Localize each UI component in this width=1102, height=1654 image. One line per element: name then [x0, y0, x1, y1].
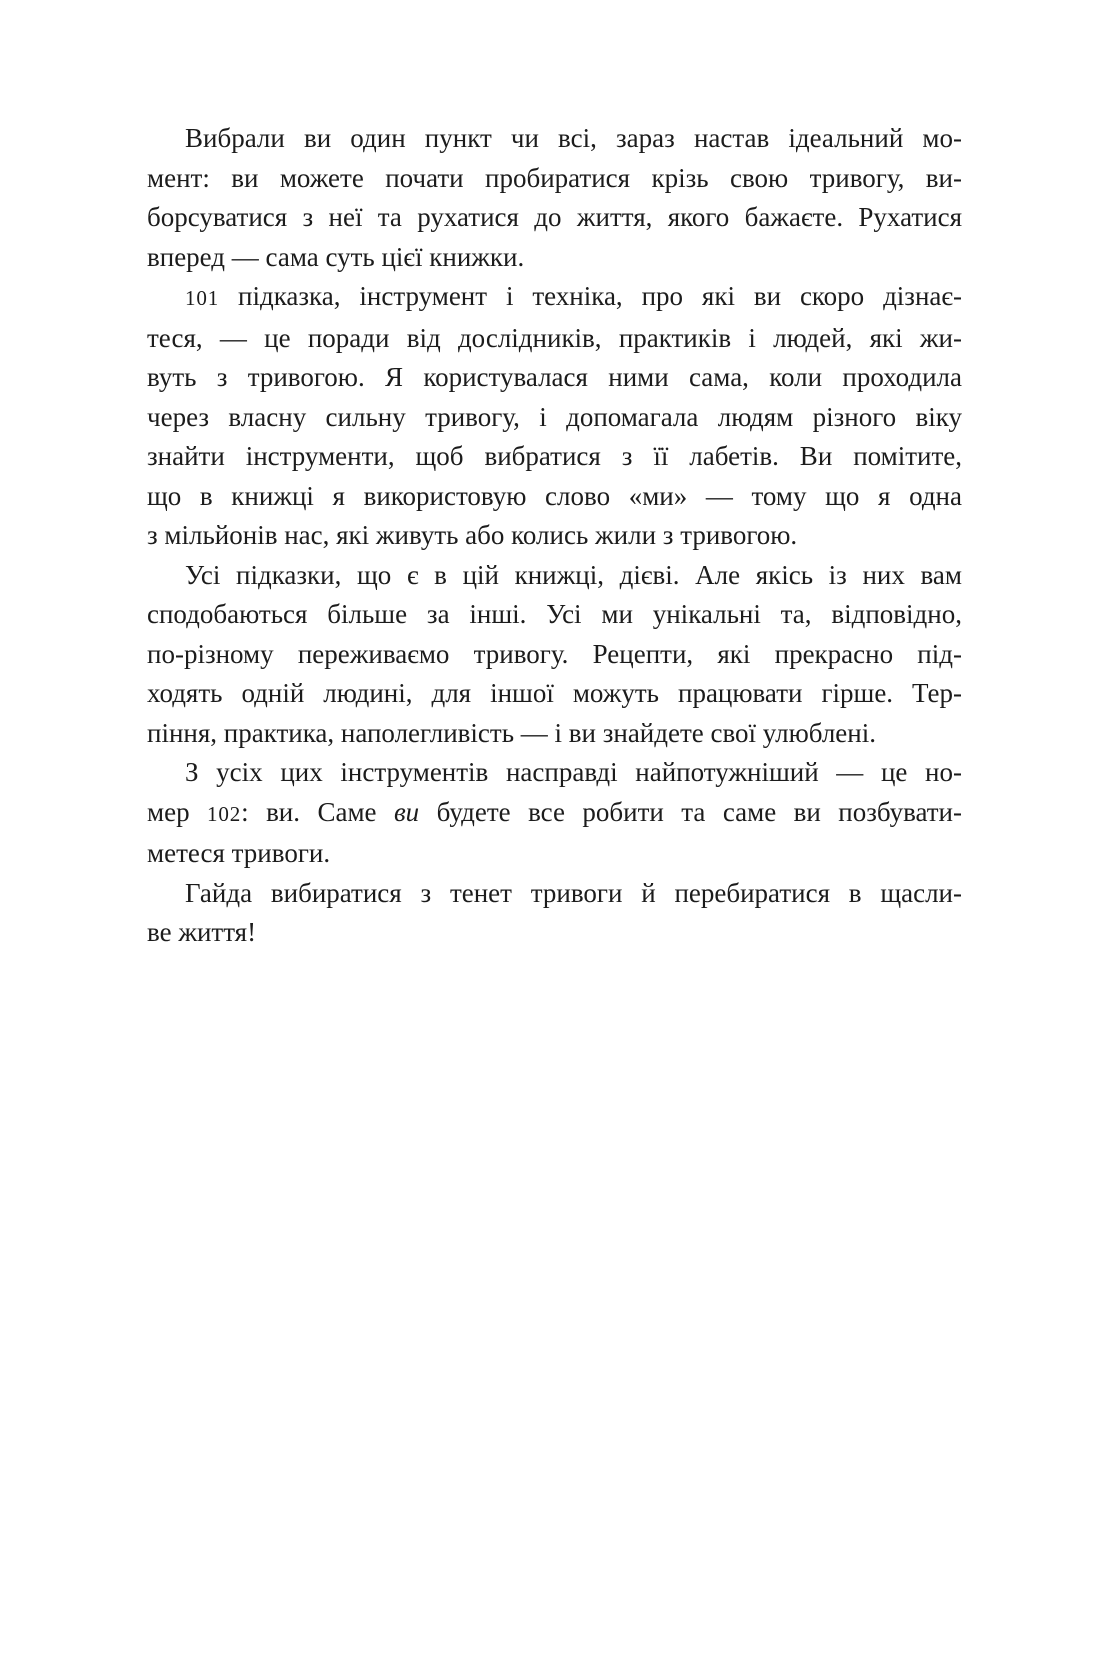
page-text: [147, 119, 962, 953]
text-line: ве життя!: [147, 917, 257, 947]
text-line: по-різному переживаємо тривогу. Рецепти, які прекрасно під-: [147, 638, 962, 669]
text-line: [147, 277, 962, 319]
text-line: сподобаються більше за інші. Усі ми унікальні та, відповідно,: [147, 599, 962, 629]
paragraph: [147, 119, 962, 277]
paragraph: [147, 277, 962, 556]
text-line: З усіх цих інструментів насправді найпотужніший — це но-: [185, 757, 962, 787]
oldstyle-number: 101: [185, 286, 220, 310]
text-line: знайти інструменти, щоб вибратися з її лабетів. Ви помітите,: [147, 441, 962, 471]
text-line: метеся тривоги.: [147, 838, 331, 868]
paragraph: [147, 753, 962, 874]
text-line: Усі підказки, що є в цій книжці, дієві. Але якісь із них вам: [185, 559, 962, 590]
paragraph: [147, 874, 962, 953]
text-run: : ви. Саме: [241, 796, 394, 827]
text-line: [147, 793, 962, 835]
text-line: вуть з тривогою. Я користувалася ними сама, коли проходила: [147, 362, 962, 392]
text-line: з мільйонів нас, які живуть або колись жили з тривогою.: [147, 520, 798, 550]
paragraph: [147, 556, 962, 754]
text-line: що в книжці я використовую слово «ми» — тому що я одна: [147, 480, 962, 511]
text-run: мер: [147, 796, 208, 827]
text-run: підказка, інструмент і техніка, про які ви скоро дізнає-: [219, 281, 962, 311]
text-line: піння, практика, наполегливість — і ви знайдете свої улюблені.: [147, 717, 876, 748]
text-line: через власну сильну тривогу, і допомагала людям різного віку: [147, 401, 962, 432]
text-line: вперед — сама суть цієї книжки.: [147, 241, 525, 272]
text-line: теся, — це поради від дослідників, практиків і людей, які жи-: [147, 322, 962, 353]
text-line: борсуватися з неї та рухатися до життя, якого бажаєте. Рухатися: [147, 202, 962, 232]
italic-run: ви: [393, 796, 420, 827]
text-line: Гайда вибиратися з тенет тривоги й перебиратися в щасли-: [185, 877, 962, 908]
text-line: мент: ви можете почати пробиратися крізь свою тривогу, ви-: [147, 162, 962, 193]
text-line: Вибрали ви один пункт чи всі, зараз настав ідеальний мо-: [185, 123, 962, 153]
text-line: ходять одній людині, для іншої можуть працювати гірше. Тер-: [147, 678, 962, 708]
text-run: будете все робити та саме ви позбувати-: [419, 796, 962, 827]
oldstyle-number: 102: [207, 801, 242, 826]
